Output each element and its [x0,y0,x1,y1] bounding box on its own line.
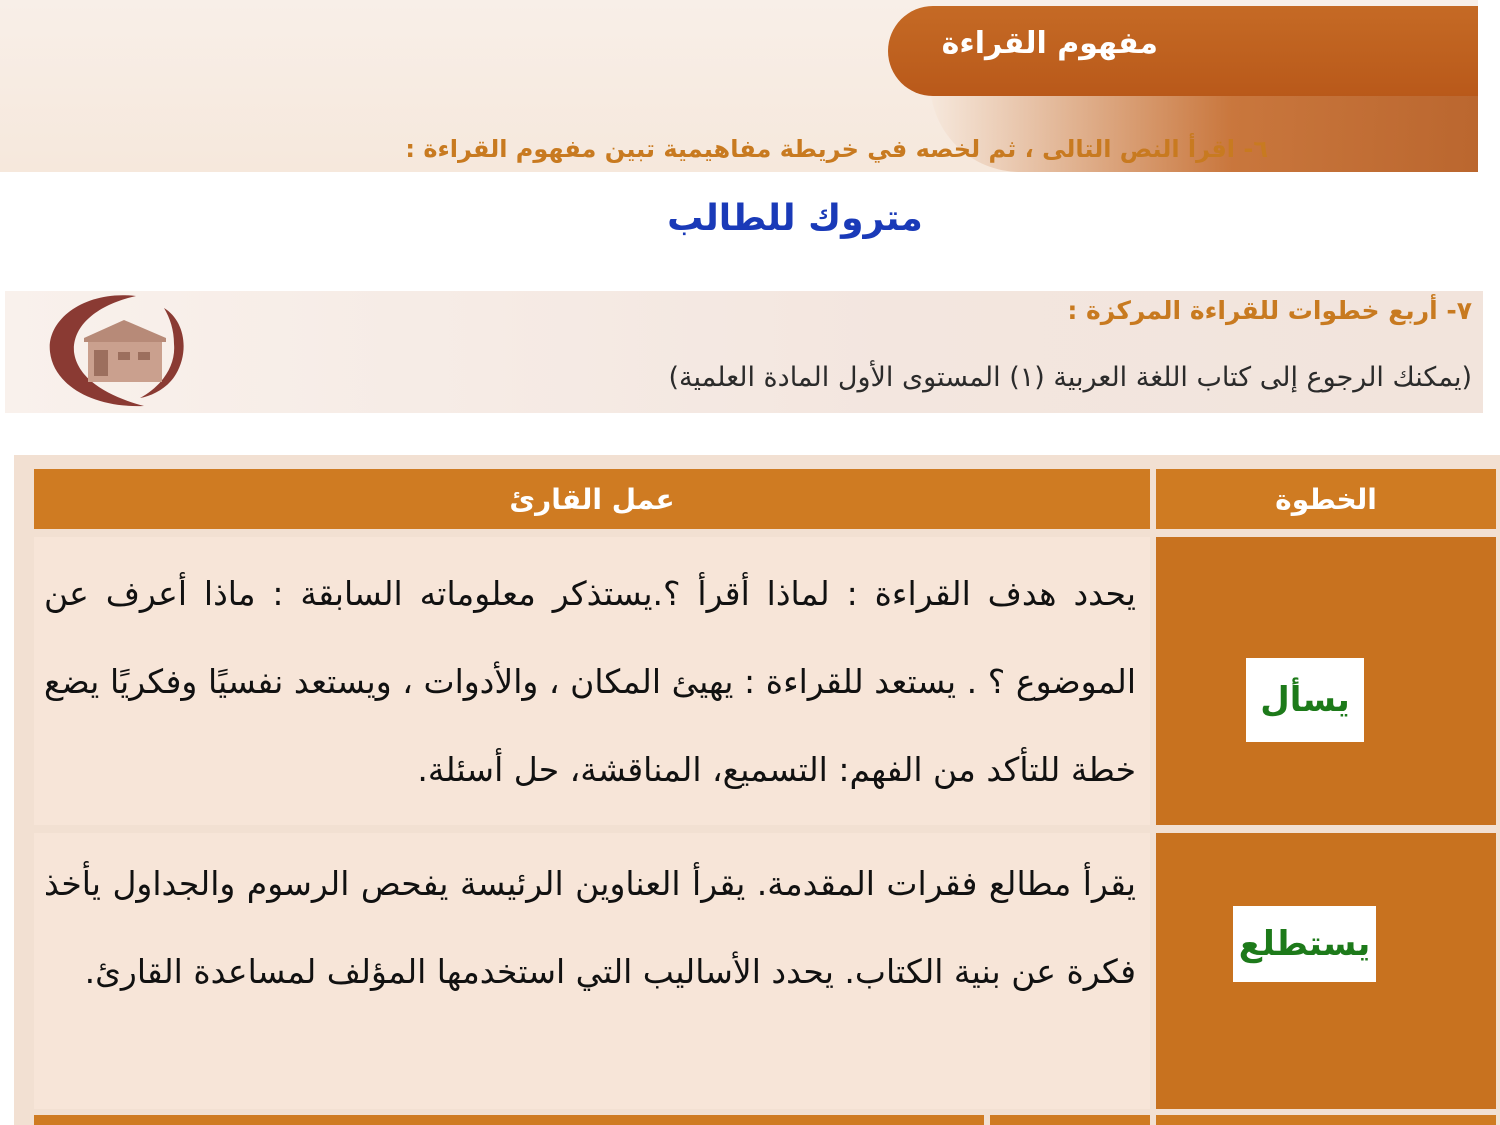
header-reader-action: عمل القارئ [34,469,1150,529]
action-text: يقرأ مطالع فقرات المقدمة. يقرأ العناوين الرئيسة يفحص الرسوم والجداول يأخذ فكرة عن بنية الكتاب. يحدد الأساليب التي استخدمها المؤلف لمساعدة القارئ. [44,864,1136,991]
step-label: يستطلع [1233,906,1376,982]
answer-6: متروك للطالب [667,198,923,239]
action-text: يحدد هدف القراءة : لماذا أقرأ ؟.يستذكر معلوماته السابقة : ماذا أعرف عن الموضوع ؟ . يستعد للقراءة : يهيئ المكان ، والأدوات ، ويستعد نفسيًا وفكريًا يضع خطة للتأكد من الفهم: التسميع، المناقشة، حل أسئلة. [44,574,1136,789]
section-7-title: ٧- أربع خطوات للقراءة المركزة : [1067,296,1472,325]
table-row [34,1115,984,1125]
question-6: ٦- اقرأ النص التالى ، ثم لخصه في خريطة مفاهيمية تبين مفهوم القراءة : [405,135,1268,163]
house-logo-icon [44,290,194,410]
page-margin [1478,0,1500,172]
table-row [1156,1115,1496,1125]
section-7-note: (يمكنك الرجوع إلى كتاب اللغة العربية (١) المستوى الأول المادة العلمية) [668,362,1472,393]
table-row [990,1115,1150,1125]
header-step: الخطوة [1156,469,1496,529]
topic-title: مفهوم القراءة [941,26,1158,61]
step-label: يسأل [1246,658,1364,742]
